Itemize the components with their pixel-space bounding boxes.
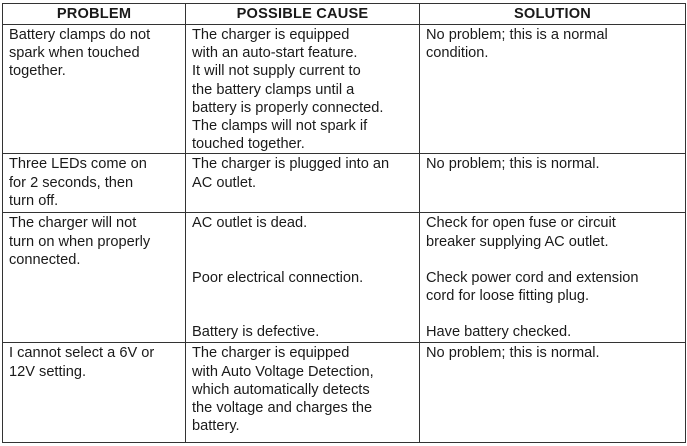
cause-cell — [186, 154, 420, 213]
header-possible-cause: POSSIBLE CAUSE — [186, 4, 420, 25]
table-row — [3, 213, 686, 343]
header-row — [3, 4, 686, 25]
solution-text: Check for open fuse or circuit breaker supplying AC outlet. — [426, 215, 616, 250]
cause-text: AC outlet is dead. — [192, 215, 308, 232]
cause-cell — [186, 25, 420, 154]
solution-text: Have battery checked. — [426, 324, 572, 341]
table-row — [3, 25, 686, 154]
cause-text: Battery is defective. — [192, 323, 320, 340]
problem-cell — [3, 154, 186, 213]
solution-cell — [420, 213, 686, 343]
problem-cell — [3, 25, 186, 154]
header-solution: SOLUTION — [420, 4, 686, 25]
problem-text: Three LEDs come on for 2 seconds, then turn off. — [9, 156, 147, 209]
cause-text: Poor electrical connection. — [192, 269, 364, 286]
problem-cell — [3, 343, 186, 443]
cause-text: The charger is plugged into an AC outlet. — [192, 156, 390, 191]
problem-text: The charger will not turn on when properly connected. — [9, 215, 151, 268]
header-problem: PROBLEM — [3, 4, 186, 25]
solution-cell — [420, 343, 686, 443]
cause-cell — [186, 343, 420, 443]
solution-text: No problem; this is normal. — [426, 345, 600, 362]
table-row — [3, 154, 686, 213]
problem-text: I cannot select a 6V or 12V setting. — [9, 345, 155, 380]
solution-cell — [420, 154, 686, 213]
cause-text: The charger is equipped with an auto-start feature. It will not supply current to the battery clamps until a battery is properly connected. The clamps will not spark if touched together. — [192, 27, 384, 153]
problem-cell — [3, 213, 186, 343]
cause-text: The charger is equipped with Auto Voltage Detection, which automatically detects the voltage and charges the battery. — [192, 345, 374, 435]
table-row — [3, 343, 686, 443]
solution-text: No problem; this is normal. — [426, 156, 600, 173]
solution-text: No problem; this is a normal condition. — [426, 27, 608, 62]
solution-cell — [420, 25, 686, 154]
solution-text: Check power cord and extension cord for loose fitting plug. — [426, 269, 639, 305]
cause-cell — [186, 213, 420, 343]
troubleshooting-table — [2, 3, 686, 443]
problem-text: Battery clamps do not spark when touched together. — [9, 27, 151, 80]
